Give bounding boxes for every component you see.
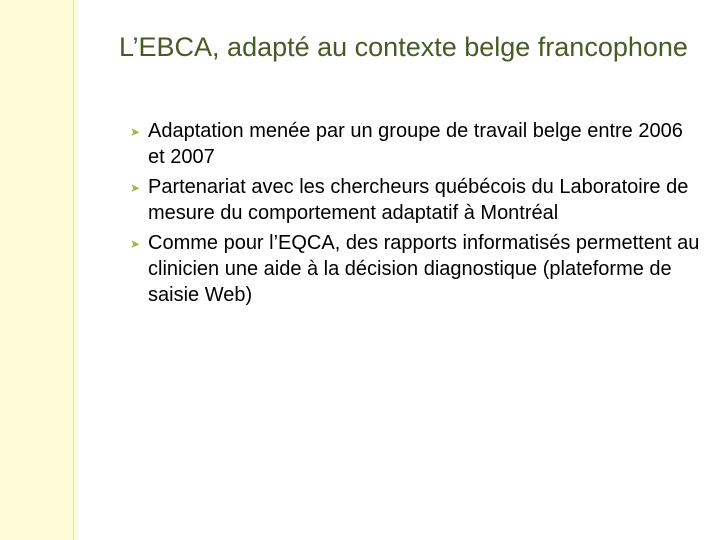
- decorative-side-line: [73, 0, 74, 540]
- bullet-text: Partenariat avec les chercheurs québécois du Laboratoire de mesure du comportement adaptatif à Montréal: [148, 176, 689, 224]
- bullet-text: Adaptation menée par un groupe de travail belge entre 2006 et 2007: [148, 120, 683, 168]
- slide-title: L’EBCA, adapté au contexte belge francophone: [119, 32, 688, 62]
- bullet-arrow-icon: ➤: [130, 125, 141, 139]
- bullet-arrow-icon: ➤: [130, 181, 141, 195]
- decorative-side-band: [0, 0, 78, 540]
- bullet-item: [130, 118, 702, 170]
- bullet-text: Comme pour l’EQCA, des rapports informatisés permettent au clinicien une aide à la décision diagnostique (plateforme de saisie Web): [148, 232, 700, 306]
- bullet-item: [130, 230, 702, 308]
- bullet-arrow-icon: ➤: [130, 237, 141, 251]
- bullet-item: [130, 174, 702, 226]
- bullet-list: [130, 118, 702, 312]
